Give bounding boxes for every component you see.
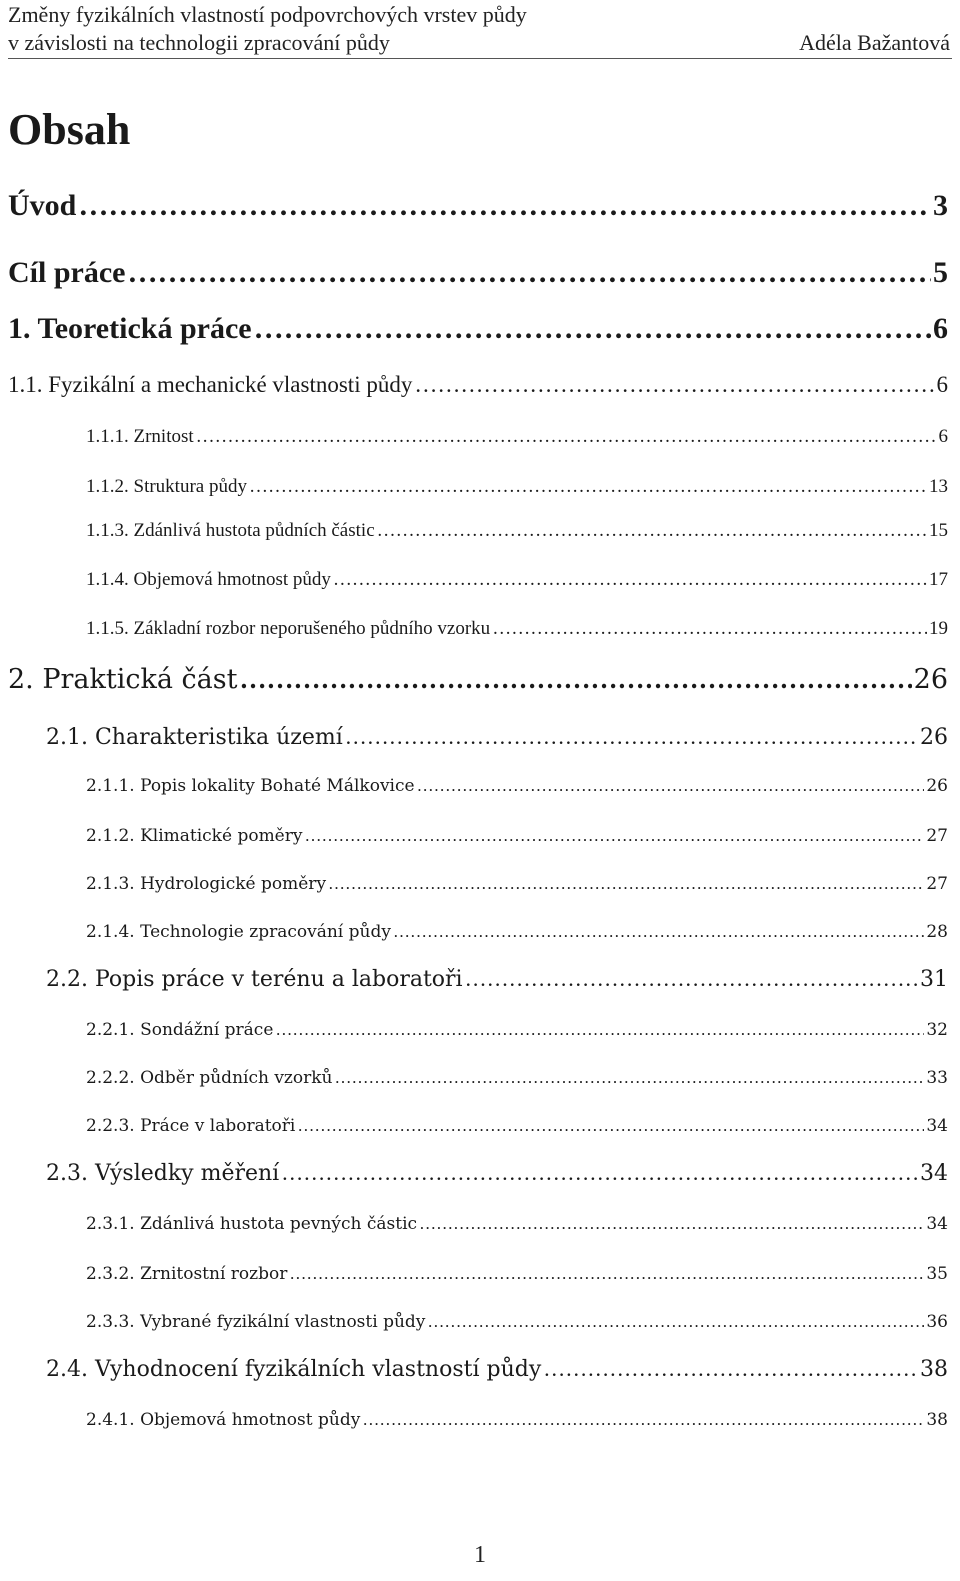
dot-leader [414,372,934,398]
running-header [8,0,952,59]
toc-entry-page: 26 [926,776,948,796]
page-number: 1 [474,1542,486,1568]
dot-leader [492,618,927,640]
toc-entry-2-4-1[interactable] [86,1410,948,1430]
toc-entry-label: 2.1.1. Popis lokality Bohaté Málkovice [86,776,415,796]
toc-entry-label: 2.1.4. Technologie zpracování půdy [86,922,391,942]
dot-leader [78,189,931,223]
toc-entry-page: 19 [929,618,948,639]
toc-entry-page: 31 [920,967,948,992]
toc-entry-2-2-3[interactable] [86,1116,948,1136]
dot-leader [543,1356,918,1382]
header-title-line-2: v závislosti na technologii zpracování půdy [8,30,390,55]
dot-leader [281,1160,918,1186]
dot-leader [377,520,927,542]
toc-entry-label: Úvod [8,189,77,222]
toc-entry-label: 1. Teoretická práce [8,312,252,345]
toc-entry-page: 27 [926,826,948,846]
toc-entry-2-2-2[interactable] [86,1068,948,1088]
dot-leader [254,312,931,346]
toc-entry-page: 34 [926,1214,948,1234]
dot-leader [333,569,927,591]
toc-entry-1-1-4[interactable] [86,569,948,591]
toc-entry-2-1-1[interactable] [86,776,948,796]
toc-entry-2-3[interactable] [46,1160,948,1186]
toc-entry-1-1-3[interactable] [86,520,948,542]
page-title: Obsah [8,105,131,154]
dot-leader [393,922,924,942]
toc-entry-page: 26 [913,664,948,695]
toc-entry-2-2[interactable] [46,966,948,992]
toc-entry-label: 2.2. Popis práce v terénu a laboratoři [46,967,463,992]
toc-entry-label: 1.1. Fyzikální a mechanické vlastnosti půdy [8,372,413,397]
toc-entry-label: 2.1.2. Klimatické poměry [86,826,303,846]
toc-entry-page: 6 [936,372,948,397]
toc-entry-label: 2.3.2. Zrnitostní rozbor [86,1264,288,1284]
toc-entry-label: 2.1. Charakteristika území [46,725,343,750]
toc-entry-1-1-5[interactable] [86,618,948,640]
toc-entry-prakticka-cast[interactable] [8,664,948,695]
toc-entry-page: 33 [926,1068,948,1088]
dot-leader [362,1410,924,1430]
toc-entry-page: 17 [929,569,948,590]
toc-entry-page: 13 [929,476,948,497]
toc-entry-page: 38 [926,1410,948,1430]
toc-entry-label: 1.1.5. Základní rozbor neporušeného půdního vzorku [86,618,491,639]
dot-leader [196,426,937,448]
dot-leader [345,724,918,750]
toc-entry-label: 2. Praktická část [8,664,238,695]
toc-entry-page: 26 [920,725,948,750]
toc-entry-page: 15 [929,520,948,541]
toc-entry-2-4[interactable] [46,1356,948,1382]
toc-entry-label: 2.2.2. Odběr půdních vzorků [86,1068,333,1088]
toc-entry-label: 2.4.1. Objemová hmotnost půdy [86,1410,361,1430]
dot-leader [239,664,911,695]
toc-entry-2-3-2[interactable] [86,1264,948,1284]
dot-leader [304,826,924,846]
toc-entry-label: 2.2.1. Sondážní práce [86,1020,274,1040]
toc-entry-uvod[interactable] [8,189,948,223]
dot-leader [249,476,927,498]
toc-entry-label: 2.2.3. Práce v laboratoři [86,1116,296,1136]
header-author: Adéla Bažantová [799,30,950,55]
toc-entry-label: 2.3.3. Vybrané fyzikální vlastnosti půdy [86,1312,426,1332]
toc-entry-label: 2.3. Výsledky měření [46,1161,280,1186]
toc-entry-label: 2.3.1. Zdánlivá hustota pevných částic [86,1214,418,1234]
toc-entry-page: 3 [933,189,948,222]
toc-entry-page: 28 [926,922,948,942]
dot-leader [465,966,918,992]
toc-entry-page: 32 [926,1020,948,1040]
toc-entry-page: 34 [920,1161,948,1186]
toc-entry-2-3-3[interactable] [86,1312,948,1332]
dot-leader [417,776,925,796]
dot-leader [335,1068,925,1088]
dot-leader [275,1020,924,1040]
header-title-line-1: Změny fyzikálních vlastností podpovrchových vrstev půdy [8,2,527,27]
toc-entry-2-1-3[interactable] [86,874,948,894]
toc-entry-1-1-2[interactable] [86,476,948,498]
toc-entry-2-2-1[interactable] [86,1020,948,1040]
toc-entry-page: 35 [926,1264,948,1284]
toc-entry-1-1[interactable] [8,372,948,398]
toc-entry-page: 5 [933,256,948,289]
toc-entry-2-1-2[interactable] [86,826,948,846]
toc-entry-label: Cíl práce [8,256,126,289]
toc-entry-page: 27 [926,874,948,894]
toc-entry-label: 1.1.4. Objemová hmotnost půdy [86,569,331,590]
toc-entry-1-1-1[interactable] [86,426,948,448]
toc-entry-page: 6 [938,426,948,447]
toc-entry-2-1-4[interactable] [86,922,948,942]
toc-entry-2-3-1[interactable] [86,1214,948,1234]
toc-entry-teoreticka-prace[interactable] [8,312,948,346]
toc-entry-label: 1.1.2. Struktura půdy [86,476,247,497]
toc-entry-page: 34 [926,1116,948,1136]
toc-entry-page: 38 [920,1357,948,1382]
toc-entry-2-1[interactable] [46,724,948,750]
toc-entry-page: 6 [933,312,948,345]
toc-entry-label: 2.1.3. Hydrologické poměry [86,874,327,894]
dot-leader [289,1264,924,1284]
dot-leader [427,1312,924,1332]
toc-entry-page: 36 [926,1312,948,1332]
toc-entry-cil-prace[interactable] [8,256,948,290]
dot-leader [328,874,924,894]
toc-entry-label: 1.1.3. Zdánlivá hustota půdních částic [86,520,375,541]
dot-leader [297,1116,924,1136]
toc-entry-label: 2.4. Vyhodnocení fyzikálních vlastností půdy [46,1357,542,1382]
dot-leader [127,256,931,290]
toc-entry-label: 1.1.1. Zrnitost [86,426,194,447]
dot-leader [419,1214,924,1234]
